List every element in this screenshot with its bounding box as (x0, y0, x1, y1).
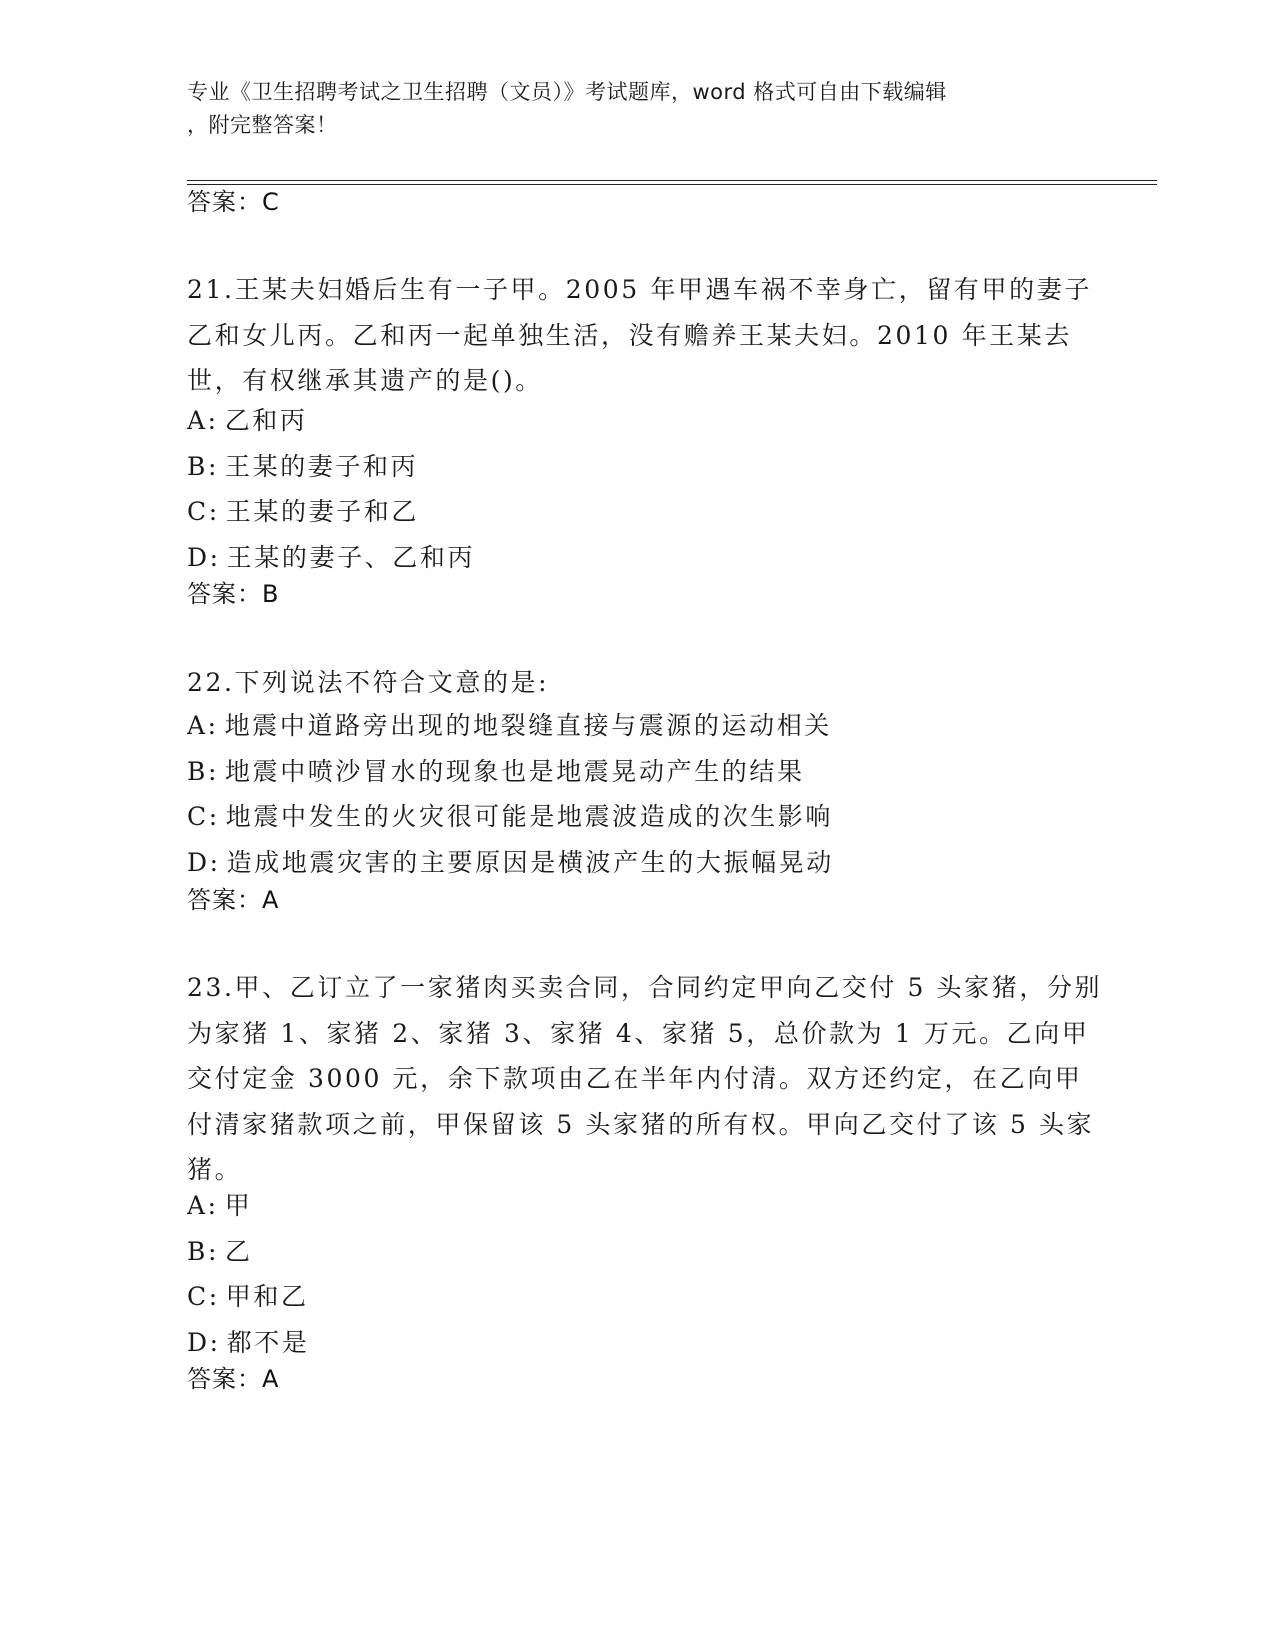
question-22-text: 22.下列说法不符合文意的是: (187, 668, 550, 697)
option-key: B: (187, 451, 219, 481)
header-divider (187, 180, 1157, 185)
option-text: 地震中道路旁出现的地裂缝直接与震源的运动相关 (224, 711, 832, 740)
question-23-answer: 答案：A (187, 1365, 280, 1393)
option-text: 地震中发生的火灾很可能是地震波造成的次生影响 (225, 802, 833, 831)
previous-answer: 答案：C (187, 188, 280, 216)
option-key: B: (187, 1236, 219, 1266)
page-header (187, 76, 1067, 142)
option-key: C: (187, 1282, 220, 1311)
question-21-text: 21.王某夫妇婚后生有一子甲。2005 年甲遇车祸不幸身亡，留有甲的妻子乙和女儿丙。乙和丙一起单独生活，没有赡养王某夫妇。2010 年王某去世，有权继承其遗产的是()。 (187, 275, 1092, 395)
option-a (187, 398, 475, 444)
option-key: C: (187, 802, 220, 831)
question-21-options (187, 398, 475, 580)
option-b (187, 749, 834, 795)
option-b (187, 444, 475, 490)
question-23-options (187, 1183, 309, 1365)
option-text: 地震中喷沙冒水的现象也是地震晃动产生的结果 (225, 756, 805, 786)
option-key: D: (187, 1327, 221, 1357)
option-c (187, 489, 475, 535)
option-text: 乙和丙 (224, 406, 308, 435)
option-a (187, 1183, 309, 1229)
option-d (187, 535, 475, 581)
header-line-2: ，附完整答案！ (187, 113, 338, 137)
option-key: A: (187, 406, 219, 435)
question-23-text: 23.甲、乙订立了一家猪肉买卖合同，合同约定甲向乙交付 5 头家猪，分别为家猪 1、家猪 2、家猪 3、家猪 4、家猪 5，总价款为 1 万元。乙向甲交付定金 3000 元，余下款项由乙在半年内付清。双方还约定，在乙向甲付清家猪款项之前，甲保留该 5 头家猪的所有权。甲向乙交付了该 5 头家猪。 (187, 973, 1103, 1184)
option-text: 甲 (224, 1191, 253, 1220)
option-d (187, 840, 834, 886)
option-key: A: (187, 711, 219, 740)
option-c (187, 1274, 309, 1320)
header-line-1: 专业《卫生招聘考试之卫生招聘（文员）》考试题库，word 格式可自由下载编辑 (187, 80, 947, 104)
option-text: 王某的妻子和乙 (225, 497, 419, 526)
option-text: 乙 (225, 1236, 253, 1266)
option-text: 王某的妻子和丙 (225, 451, 419, 481)
option-c (187, 794, 834, 840)
question-22-options (187, 703, 834, 885)
option-key: D: (187, 847, 221, 877)
question-22-answer: 答案：A (187, 886, 280, 914)
option-d (187, 1320, 309, 1366)
option-a (187, 703, 834, 749)
option-key: A: (187, 1191, 219, 1220)
option-text: 甲和乙 (225, 1282, 309, 1311)
option-key: B: (187, 756, 219, 786)
document-page (187, 0, 1157, 1650)
option-b (187, 1229, 309, 1275)
option-text: 造成地震灾害的主要原因是横波产生的大振幅晃动 (226, 847, 834, 877)
option-key: D: (187, 542, 221, 572)
question-21-answer: 答案：B (187, 580, 280, 608)
option-key: C: (187, 497, 220, 526)
option-text: 都不是 (226, 1327, 310, 1357)
option-text: 王某的妻子、乙和丙 (226, 542, 476, 572)
